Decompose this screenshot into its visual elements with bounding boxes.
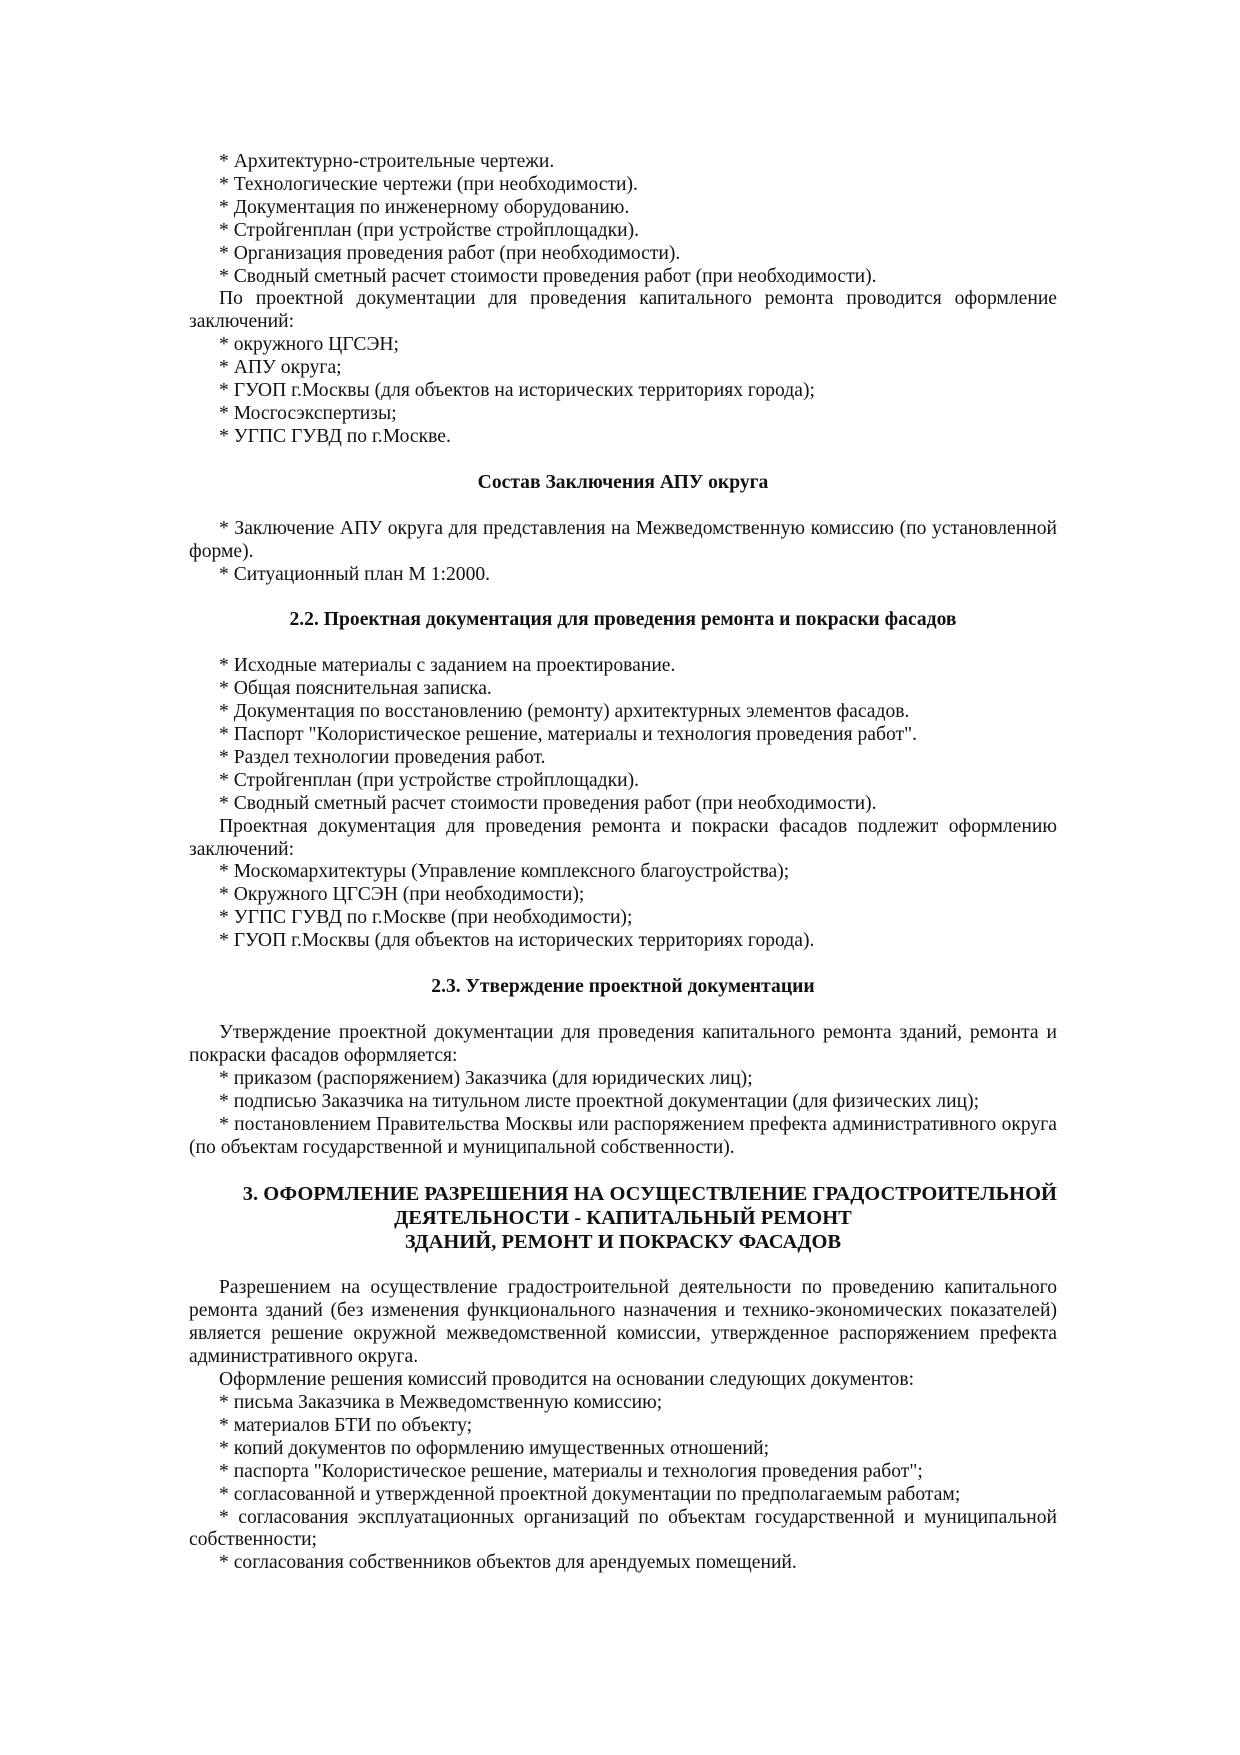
list-item: * Организация проведения работ (при необходимости). — [219, 242, 681, 264]
spacer — [189, 953, 1057, 976]
spacer — [189, 999, 1057, 1022]
list-item: * письма Заказчика в Межведомственную комиссию; — [219, 1391, 663, 1413]
list-item: * ГУОП г.Москвы (для объектов на исторических территориях города); — [219, 380, 815, 402]
list-item: * Сводный сметный расчет стоимости проведения работ (при необходимости). — [219, 265, 877, 287]
paragraph: Оформление решения комиссий проводится на основании следующих документов: — [219, 1369, 915, 1391]
document-page — [189, 151, 1057, 1575]
list-item: * копий документов по оформлению имущественных отношений; — [219, 1437, 770, 1459]
spacer — [189, 1254, 1057, 1277]
paragraph: Утверждение проектной документации для проведения капитального ремонта зданий, ремонта и покраски фасадов оформляется: — [189, 1022, 1057, 1066]
list-item: * постановлением Правительства Москвы или распоряжением префекта административного округа (по объектам государственной и муниципальной собственности). — [189, 1113, 1057, 1158]
spacer — [189, 495, 1057, 518]
spacer — [189, 586, 1057, 609]
list-item: * приказом (распоряжением) Заказчика (для юридических лиц); — [219, 1067, 753, 1089]
list-item: * Стройгенплан (при устройстве стройплощадки). — [219, 219, 640, 241]
section-heading-apu: Состав Заключения АПУ округа — [477, 471, 769, 493]
list-item: * Ситуационный план М 1:2000. — [219, 563, 491, 585]
paragraph: Разрешением на осуществление градостроительной деятельности по проведению капитального ремонта зданий (без изменения функционального назначения и технико-экономических показателей) является решение окружной межведомственной комиссии, утвержденное распоряжением префекта административного округа. — [189, 1277, 1057, 1368]
list-item: * Раздел технологии проведения работ. — [219, 746, 546, 768]
chapter-heading-3-line-2: ДЕЯТЕЛЬНОСТИ - КАПИТАЛЬНЫЙ РЕМОНТ — [394, 1207, 852, 1230]
list-item: * согласования эксплуатационных организаций по объектам государственной и муниципальной собственности; — [189, 1506, 1057, 1551]
chapter-heading-3-line-1: 3. ОФОРМЛЕНИЕ РАЗРЕШЕНИЯ НА ОСУЩЕСТВЛЕНИЕ ГРАДОСТРОИТЕЛЬНОЙ — [242, 1183, 1057, 1206]
list-item: * Исходные материалы с заданием на проектирование. — [219, 655, 676, 677]
list-item: * Мосгосэкспертизы; — [219, 402, 397, 424]
list-item: * подписью Заказчика на титульном листе проектной документации (для физических лиц); — [219, 1090, 980, 1112]
list-item: * АПУ округа; — [219, 357, 342, 379]
list-item: * Москомархитектуры (Управление комплексного благоустройства); — [219, 861, 790, 883]
list-item: * Заключение АПУ округа для представления на Межведомственную комиссию (по установленной форме). — [189, 517, 1057, 562]
list-item: * Общая пояснительная записка. — [219, 678, 492, 700]
list-item: * паспорта "Колористическое решение, материалы и технология проведения работ"; — [219, 1460, 923, 1482]
spacer — [189, 1159, 1057, 1182]
section-heading-2-2: 2.2. Проектная документация для проведения ремонта и покраски фасадов — [289, 609, 957, 631]
list-item: * УГПС ГУВД по г.Москве (при необходимости); — [219, 907, 633, 929]
list-item: * ГУОП г.Москвы (для объектов на исторических территориях города). — [219, 930, 815, 952]
list-item: * Архитектурно-строительные чертежи. — [219, 151, 555, 172]
list-item: * Паспорт "Колористическое решение, материалы и технология проведения работ". — [219, 724, 917, 746]
list-item: * Сводный сметный расчет стоимости проведения работ (при необходимости). — [219, 792, 877, 814]
list-item: * Технологические чертежи (при необходимости). — [219, 173, 638, 195]
section-heading-2-3: 2.3. Утверждение проектной документации — [431, 976, 815, 998]
chapter-heading-3-line-3: ЗДАНИЙ, РЕМОНТ И ПОКРАСКУ ФАСАДОВ — [404, 1231, 842, 1254]
spacer — [189, 449, 1057, 472]
list-item: * согласованной и утвержденной проектной документации по предполагаемым работам; — [219, 1483, 961, 1505]
list-item: * окружного ЦГСЭН; — [219, 334, 399, 356]
list-item: * Окружного ЦГСЭН (при необходимости); — [219, 884, 585, 906]
list-item: * материалов БТИ по объекту; — [219, 1414, 473, 1436]
list-item: * УГПС ГУВД по г.Москве. — [219, 425, 451, 447]
list-item: * согласования собственников объектов для арендуемых помещений. — [219, 1552, 797, 1574]
list-item: * Документация по восстановлению (ремонту) архитектурных элементов фасадов. — [219, 701, 910, 723]
list-item: * Стройгенплан (при устройстве стройплощадки). — [219, 769, 640, 791]
list-item: * Документация по инженерному оборудованию. — [219, 196, 630, 218]
paragraph: По проектной документации для проведения капитального ремонта проводится оформление заключений: — [189, 288, 1057, 333]
paragraph: Проектная документация для проведения ремонта и покраски фасадов подлежит оформлению заключений: — [189, 815, 1057, 860]
spacer — [189, 632, 1057, 655]
